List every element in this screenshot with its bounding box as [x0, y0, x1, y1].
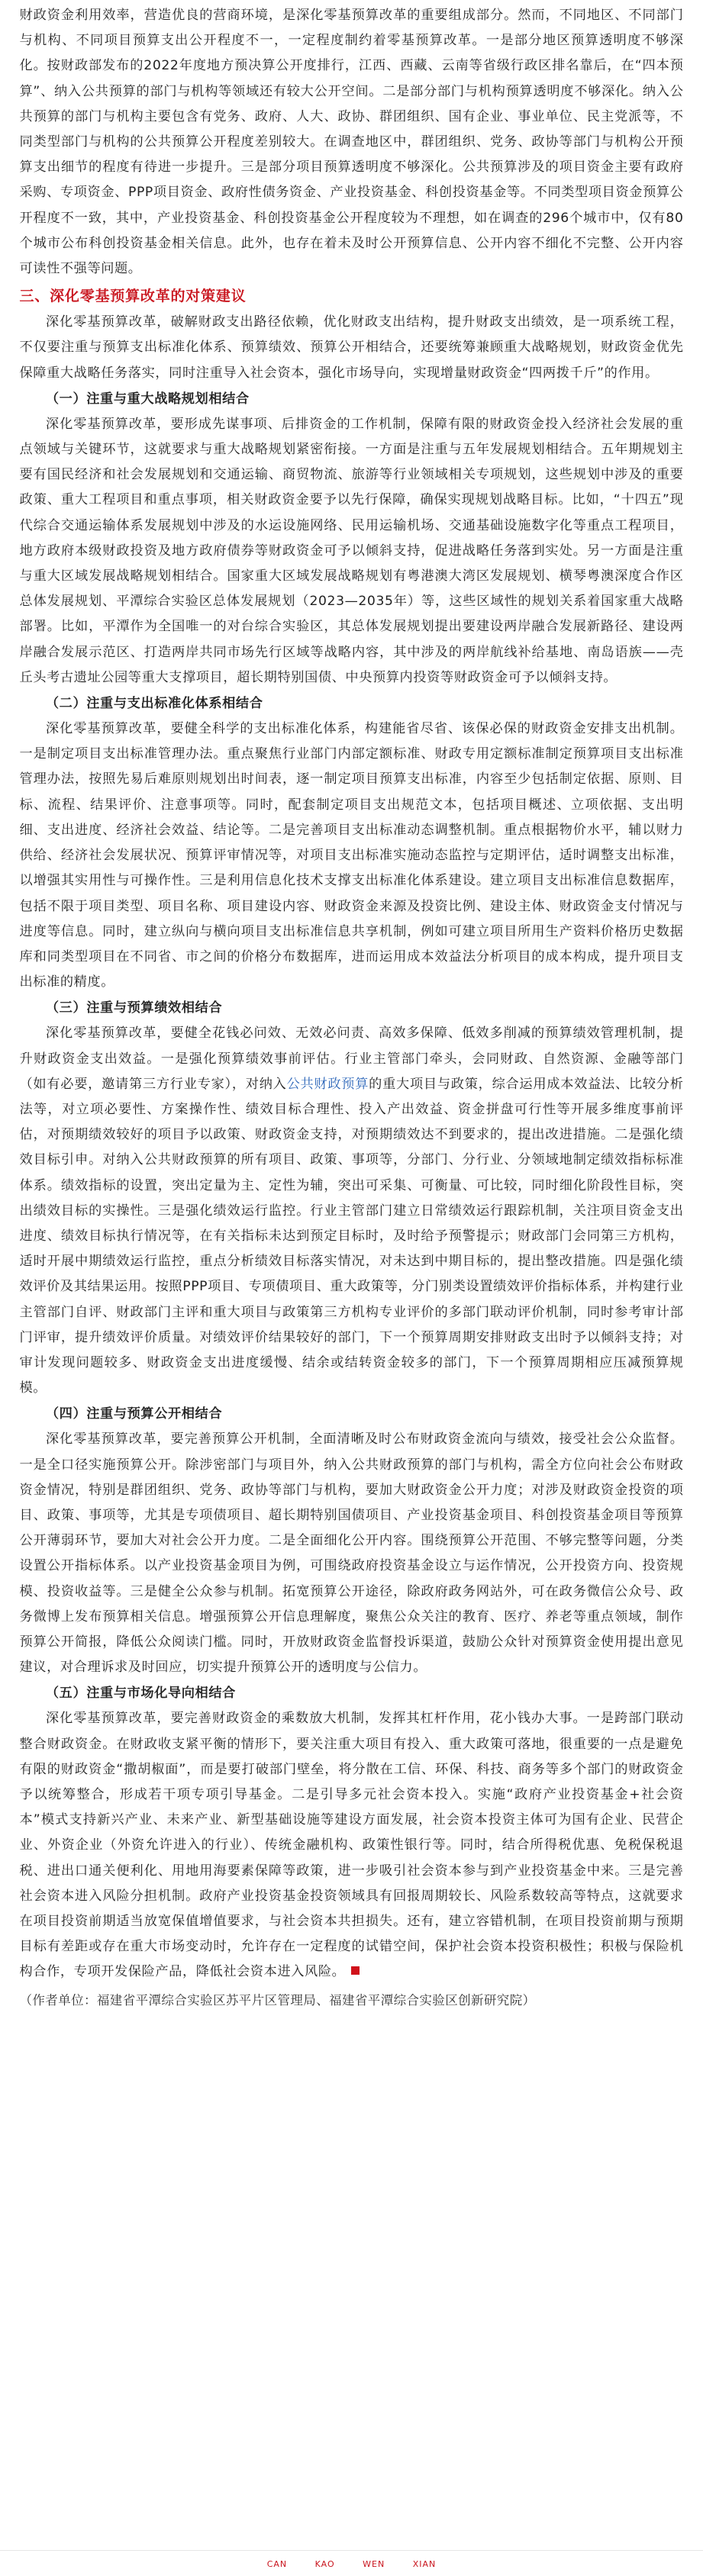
section-three-title: 三、深化零基预算改革的对策建议: [19, 288, 247, 305]
subsection-four-paragraph: 深化零基预算改革，要完善预算公开机制，全面清晰及时公布财政资金流向与绩效，接受社会公众监督。一是全口径实施预算公开。除涉密部门与项目外，纳入公共财政预算的部门与机构，需全方位向社会公布财政资金情况，特别是群团组织、党务、政协等部门与机构，要加大财政资金公开力度；对涉及财政资金投资的项目、政策、事项等，尤其是专项债项目、超长期特别国债项目、产业投资基金项目、科创投资基金项目等预算公开薄弱环节，要加大对社会公开力度。二是全面细化公开内容。围绕预算公开范围、不够完整等问题，分类设置公开指标体系。以产业投资基金项目为例，可围绕政府投资基金设立与运作情况，公开投资方向、投资规模、投资收益等。三是健全公众参与机制。拓宽预算公开途径，除政府政务网站外，可在政务微信公众号、政务微博上发布预算相关信息。增强预算公开信息理解度，聚焦公众关注的教育、医疗、养老等重点领域，制作预算公开简报，降低公众阅读门槛。同时，开放财政资金监督投诉渠道，鼓励公众针对预算资金使用提出意见建议，对合理诉求及时回应，切实提升预算公开的透明度与公信力。: [19, 1431, 684, 1676]
article-end-mark-icon: [351, 1966, 360, 1975]
section-three-intro-paragraph: 深化零基预算改革，破解财政支出路径依赖，优化财政支出结构，提升财政支出绩效，是一项系统工程，不仅要注重与预算支出标准化体系、预算绩效、预算公开相结合，还要统筹兼顾重大战略规划，财政资金优先保障重大战略任务落实，同时注重导入社会资本，强化市场导向，实现增量财政资金“四两拨千斤”的作用。: [19, 314, 684, 381]
subsection-three-text-part-a: 深化零基预算改革，要健全花钱必问效、无效必问责、高效多保障、低效多削减的预算绩效管理机制，提升财政资金支出效益。一是强化预算绩效事前评估。行业主管部门牵头，会同财政、自然资源、金融等部门（如有必要，邀请第三方行业专家），对纳入: [19, 1026, 684, 1092]
subsection-three-text-part-b: 的重大项目与政策，综合运用成本效益法、比较分析法等，对立项必要性、方案操作性、绩效目标合理性、投入产出效益、资金拼盘可行性等开展多维度事前评估，对预期绩效较好的项目予以政策、财政资金支持，对预期绩效达不到要求的，提出改进措施。二是强化绩效目标引申。对纳入公共财政预算的所有项目、政策、事项等，分部门、分行业、分领域地制定绩效指标标准体系。绩效指标的设置，突出定量为主、定性为辅，突出可采集、可衡量、可比较，同时细化阶段性目标，突出绩效目标的实操性。三是强化绩效运行监控。行业主管部门建立日常绩效运行跟踪机制，关注项目资金支出进度、绩效目标执行情况等，在有关指标未达到预定目标时，及时给予预警提示；财政部门会同第三方机构，适时开展中期绩效运行监控，重点分析绩效目标落实情况，对未达到中期目标的，提出整改措施。四是强化绩效评价及其结果运用。按照PPP项目、专项债项目、重大政策等，分门别类设置绩效评价指标体系，并构建行业主管部门自评、财政部门主评和重大项目与政策第三方机构专业评价的多部门联动评价机制，同时参考审计部门评审，提升绩效评价质量。对绩效评价结果较好的部门，下一个预算周期安排财政支出时予以倾斜支持；对审计发现问题较多、财政资金支出进度缓慢、结余或结转资金较多的部门，下一个预算周期相应压减预算规模。: [19, 1076, 684, 1396]
subsection-four-title: （四）注重与预算公开相结合: [45, 1406, 223, 1422]
subsection-one-title: （一）注重与重大战略规划相结合: [45, 391, 250, 407]
footer-tag[interactable]: XIAN: [412, 2559, 437, 2569]
subsection-three-paragraph: [20, 1021, 684, 1401]
footer-tag[interactable]: KAO: [314, 2559, 335, 2569]
article-body: [20, 0, 684, 2013]
subsection-five-title: （五）注重与市场化导向相结合: [45, 1686, 236, 1702]
subsection-three-title: （三）注重与预算绩效相结合: [45, 1000, 223, 1016]
subsection-five-text: 深化零基预算改革，要完善财政资金的乘数放大机制，发挥其杠杆作用，花小钱办大事。一是跨部门联动整合财政资金。在财政收支紧平衡的情形下，要关注重大项目有投入、重大政策可落地，很重要的一点是避免有限的财政资金“撒胡椒面”，而是要打破部门壁垒，将分散在工信、环保、科技、商务等多个部门的财政资金予以统筹整合，形成若干项专项引导基金。二是引导多元社会资本投入。实施“政府产业投资基金+社会资本”模式支持新兴产业、未来产业、新型基础设施等建设方面发展，社会资本投资主体可为国有企业、民营企业、外资企业（外资允许进入的行业）、传统金融机构、政策性银行等。同时，结合所得税优惠、免税保税退税、进出口通关便利化、用地用海要素保障等政策，进一步吸引社会资本参与到产业投资基金中来。三是完善社会资本进入风险分担机制。政府产业投资基金投资领域具有回报周期较长、风险系数较高等特点，这就要求在项目投资前期适当放宽保值增值要求，与社会资本共担损失。还有，建立容错机制，在项目投资前期与预期目标有差距或存在重大市场变动时，允许存在一定程度的试错空间，保护社会资本投资积极性；积极与保险机构合作，专项开发保险产品，降低社会资本进入风险。: [19, 1711, 684, 1980]
author-affiliation: （作者单位：福建省平潭综合实验区苏平片区管理局、福建省平潭综合实验区创新研究院）: [19, 1992, 536, 2008]
intro-paragraph: 财政资金利用效率，营造优良的营商环境，是深化零基预算改革的重要组成部分。然而，不同地区、不同部门与机构、不同项目预算支出公开程度不一，一定程度制约着零基预算改革。一是部分地区预算透明度不够深化。按财政部发布的2022年度地方预决算公开度排行，江西、西藏、云南等省级行政区排名靠后，在“四本预算”、纳入公共预算的部门与机构等领域还有较大公开空间。二是部分部门与机构预算透明度不够深化。纳入公共预算的部门与机构主要包含有党务、政府、人大、政协、群团组织、国有企业、事业单位、民主党派等，不同类型部门与机构的公共预算公开程度差别较大。在调查地区中，群团组织、党务、政协等部门与机构公开预算支出细节的程度有待进一步提升。三是部分项目预算透明度不够深化。公共预算涉及的项目资金主要有政府采购、专项资金、PPP项目资金、政府性债务资金、产业投资基金、科创投资基金等。不同类型项目资金预算公开程度不一致，其中，产业投资基金、科创投资基金公开程度较为不理想，如在调查的296个城市中，仅有80个城市公布科创投资基金相关信息。此外，也存在着未及时公开预算信息、公开内容不细化不完整、公开内容可读性不强等问题。: [19, 8, 684, 277]
subsection-five-paragraph: [20, 1706, 684, 1985]
public-finance-budget-link[interactable]: 公共财政预算: [286, 1076, 369, 1092]
subsection-one-paragraph: 深化零基预算改革，要形成先谋事项、后排资金的工作机制，保障有限的财政资金投入经济社会发展的重点领域与关键环节，这就要求与重大战略规划紧密衔接。一方面是注重与五年发展规划相结合。五年期规划主要有国民经济和社会发展规划和交通运输、商贸物流、旅游等行业领域相关专项规划，这些规划中涉及的重要政策、重大工程项目和重点事项，相关财政资金要予以先行保障，确保实现规划战略目标。比如，“十四五”现代综合交通运输体系发展规划中涉及的水运设施网络、民用运输机场、交通基础设施数字化等重点工程项目，地方政府本级财政投资及地方政府债券等财政资金可予以倾斜支持，促进战略任务落到实处。另一方面是注重与重大区域发展战略规划相结合。国家重大区域发展战略规划有粤港澳大湾区发展规划、横琴粤澳深度合作区总体发展规划、平潭综合实验区总体发展规划（2023—2035年）等，这些区域性的规划关系着国家重大战略部署。比如，平潭作为全国唯一的对台综合实验区，其总体发展规划提出要建设两岸融合发展新路径、建设两岸融合发展示范区、打造两岸共同市场先行区域等战略内容，其中涉及的两岸航线补给基地、南岛语族——壳丘头考古遗址公园等重大支撑项目，超长期特别国债、中央预算内投资等财政资金可予以倾斜支持。: [19, 416, 684, 685]
subsection-two-title: （二）注重与支出标准化体系相结合: [45, 696, 263, 712]
subsection-two-paragraph: 深化零基预算改革，要健全科学的支出标准化体系，构建能省尽省、该保必保的财政资金安排支出机制。一是制定项目支出标准管理办法。重点聚焦行业部门内部定额标准、财政专用定额标准制定预算项目支出标准管理办法，按照先易后难原则规划出时间表，逐一制定项目预算支出标准，内容至少包括制定依据、原则、目标、流程、结果评价、注意事项等。同时，配套制定项目支出规范文本，包括项目概述、立项依据、支出明细、支出进度、经济社会效益、结论等。二是完善项目支出标准动态调整机制。重点根据物价水平，辅以财力供给、经济社会发展状况、预算评审情况等，对项目支出标准实施动态监控与定期评估，适时调整支出标准，以增强其实用性与可操作性。三是利用信息化技术支撑支出标准化体系建设。建立项目支出标准信息数据库，包括不限于项目类型、项目名称、项目建设内容、财政资金来源及投资比例、建设主体、财政资金支付情况与进度等信息。同时，建立纵向与横向项目支出标准信息共享机制，例如可建立项目所用生产资料价格历史数据库和同类型项目在不同省、市之间的价格分布数据库，进而运用成本效益法分析项目的成本构成，提升项目支出标准的精度。: [19, 721, 684, 990]
footer-bar: [0, 2549, 703, 2576]
footer-tag[interactable]: CAN: [266, 2559, 288, 2569]
footer-tag[interactable]: WEN: [363, 2559, 385, 2569]
footer-tags: [0, 2559, 703, 2569]
footer-divider: [0, 2550, 703, 2551]
